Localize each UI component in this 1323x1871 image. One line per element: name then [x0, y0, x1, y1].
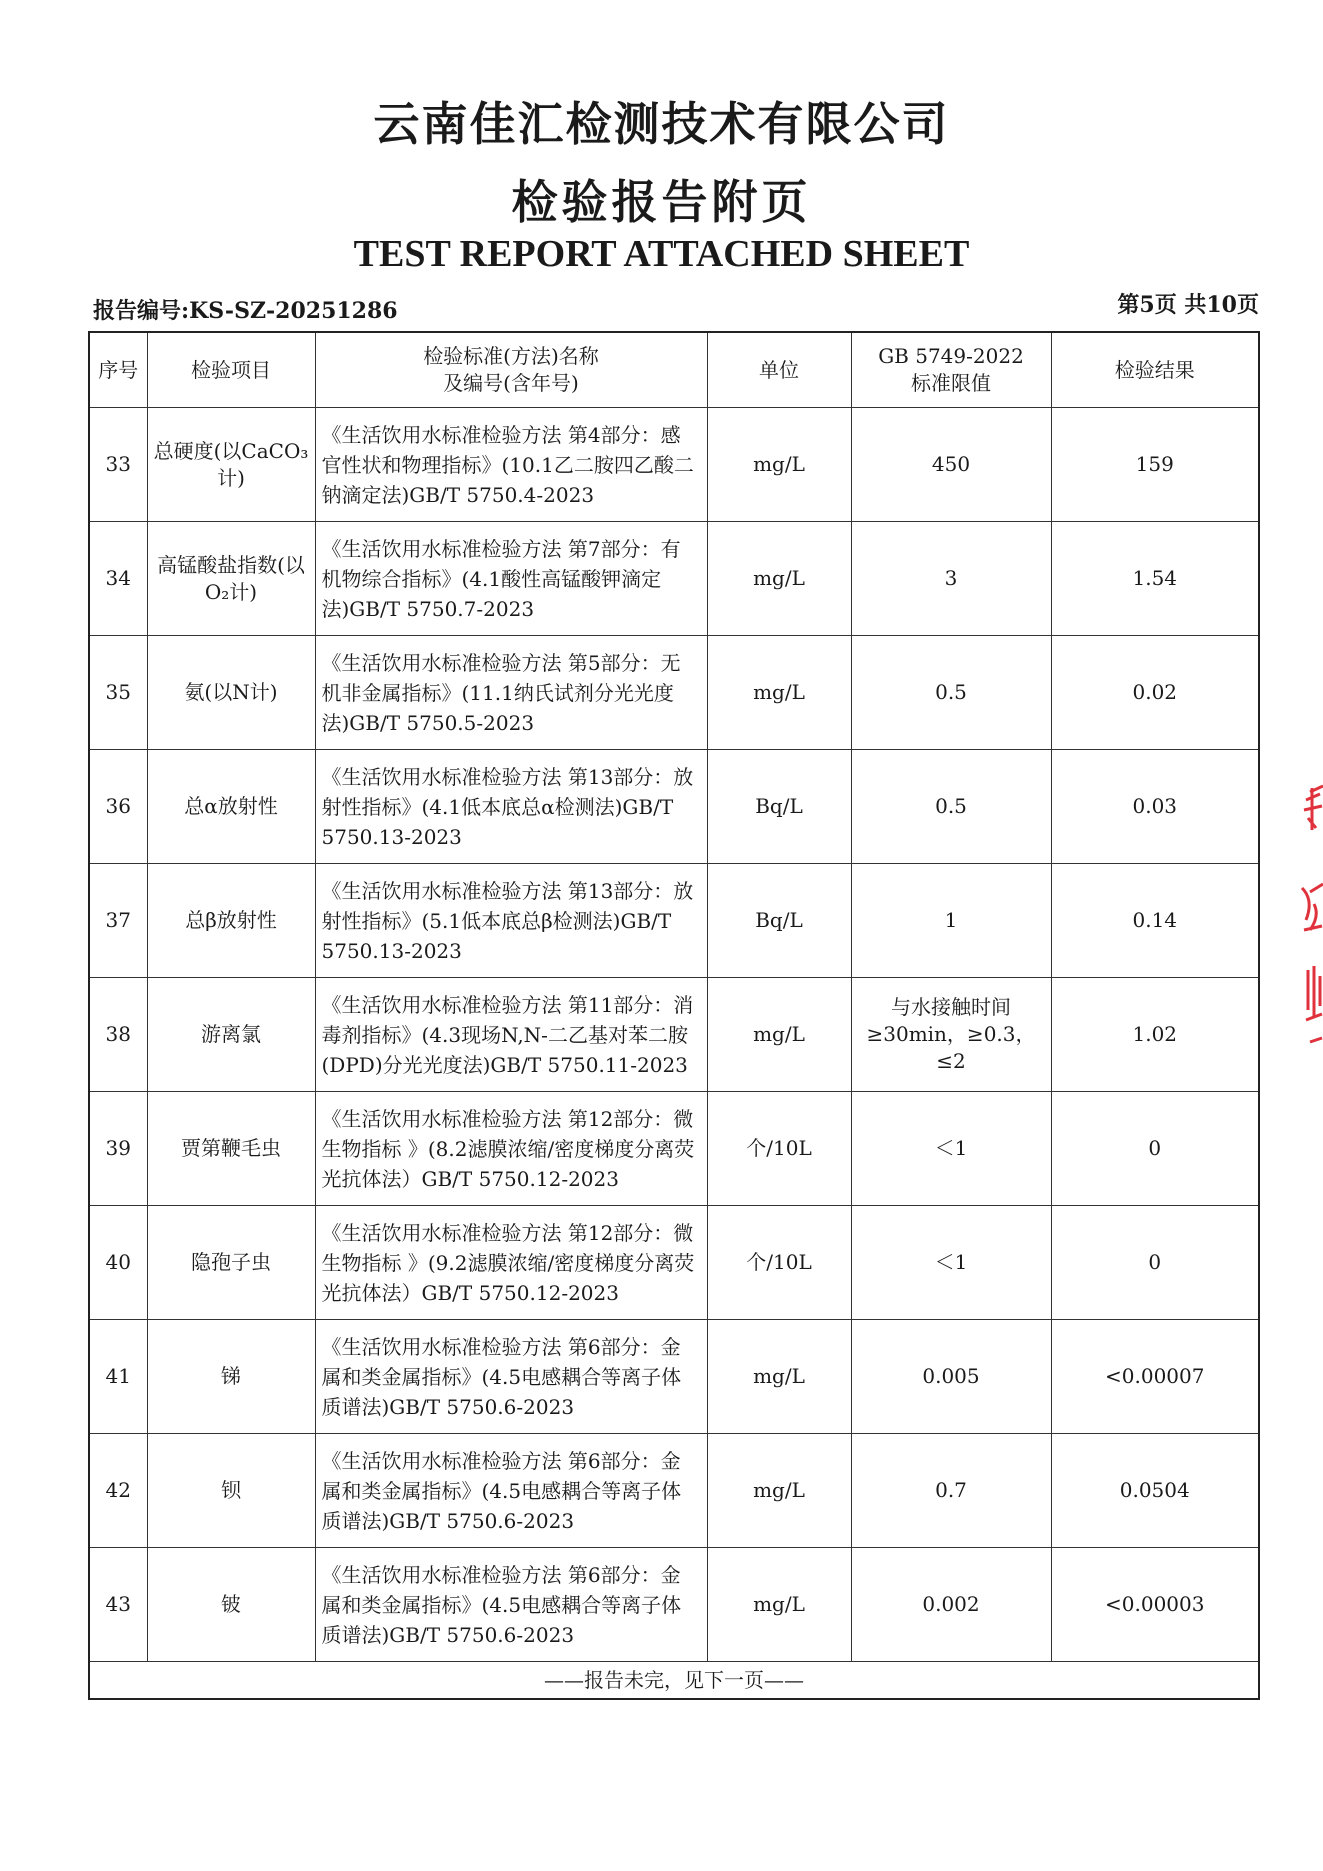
table-row — [89, 1092, 1259, 1206]
cell-limit: 0.7 — [851, 1434, 1051, 1548]
cell-seq: 34 — [89, 522, 147, 636]
cell-result: 159 — [1051, 408, 1259, 522]
cell-method: 《生活饮用水标准检验方法 第7部分：有机物综合指标》(4.1酸性高锰酸钾滴定法)GB/T 5750.7-2023 — [315, 522, 707, 636]
col-header-limit-line2: 标准限值 — [911, 371, 991, 395]
cell-method: 《生活饮用水标准检验方法 第5部分：无机非金属指标》(11.1纳氏试剂分光光度法)GB/T 5750.5-2023 — [315, 636, 707, 750]
cell-limit: 0.005 — [851, 1320, 1051, 1434]
col-header-unit: 单位 — [707, 332, 851, 408]
cell-unit: 个/10L — [707, 1092, 851, 1206]
report-subtitle: 检验报告附页 — [511, 175, 812, 229]
cell-item: 氨(以N计) — [147, 636, 315, 750]
cell-unit: mg/L — [707, 522, 851, 636]
table-row — [89, 864, 1259, 978]
report-continued-note: ——报告未完，见下一页—— — [89, 1662, 1259, 1700]
cell-method: 《生活饮用水标准检验方法 第6部分：金属和类金属指标》(4.5电感耦合等离子体质谱法)GB/T 5750.6-2023 — [315, 1548, 707, 1662]
page-info: 第5页 共10页 — [1117, 292, 1259, 318]
col-header-result: 检验结果 — [1051, 332, 1259, 408]
col-header-method-line1: 检验标准(方法)名称 — [423, 344, 599, 368]
table-header-row — [89, 332, 1259, 408]
col-header-method-line2: 及编号(含年号) — [443, 371, 579, 395]
cell-method: 《生活饮用水标准检验方法 第11部分：消毒剂指标》(4.3现场N,N-二乙基对苯二胺(DPD)分光光度法)GB/T 5750.11-2023 — [315, 978, 707, 1092]
cell-method: 《生活饮用水标准检验方法 第4部分：感官性状和物理指标》(10.1乙二胺四乙酸二钠滴定法)GB/T 5750.4-2023 — [315, 408, 707, 522]
english-title: TEST REPORT ATTACHED SHEET — [353, 233, 970, 275]
cell-result: <0.00007 — [1051, 1320, 1259, 1434]
cell-item: 高锰酸盐指数(以O₂计) — [147, 522, 315, 636]
table-row — [89, 750, 1259, 864]
cell-method: 《生活饮用水标准检验方法 第12部分：微生物指标 》(8.2滤膜浓缩/密度梯度分离荧光抗体法）GB/T 5750.12-2023 — [315, 1092, 707, 1206]
cell-result: 1.54 — [1051, 522, 1259, 636]
cell-item: 铍 — [147, 1548, 315, 1662]
cell-seq: 41 — [89, 1320, 147, 1434]
cell-item: 隐孢子虫 — [147, 1206, 315, 1320]
cell-seq: 42 — [89, 1434, 147, 1548]
table-row — [89, 1320, 1259, 1434]
cell-item: 总α放射性 — [147, 750, 315, 864]
cell-unit: mg/L — [707, 1548, 851, 1662]
cell-seq: 37 — [89, 864, 147, 978]
table-row — [89, 408, 1259, 522]
cell-unit: 个/10L — [707, 1206, 851, 1320]
cell-method: 《生活饮用水标准检验方法 第13部分：放射性指标》(5.1低本底总β检测法)GB/T 5750.13-2023 — [315, 864, 707, 978]
test-results-table — [88, 331, 1260, 1700]
cell-unit: Bq/L — [707, 864, 851, 978]
cell-seq: 33 — [89, 408, 147, 522]
cell-result: 0 — [1051, 1092, 1259, 1206]
cell-result: 0.02 — [1051, 636, 1259, 750]
cell-item: 总β放射性 — [147, 864, 315, 978]
cell-item: 贾第鞭毛虫 — [147, 1092, 315, 1206]
cell-item: 钡 — [147, 1434, 315, 1548]
cell-limit: 1 — [851, 864, 1051, 978]
table-row — [89, 636, 1259, 750]
cell-item: 总硬度(以CaCO₃计) — [147, 408, 315, 522]
cell-method: 《生活饮用水标准检验方法 第6部分：金属和类金属指标》(4.5电感耦合等离子体质谱法)GB/T 5750.6-2023 — [315, 1434, 707, 1548]
cell-item: 锑 — [147, 1320, 315, 1434]
cell-limit: ＜1 — [851, 1206, 1051, 1320]
table-row — [89, 522, 1259, 636]
table-row — [89, 1548, 1259, 1662]
seal-stamp-icon — [1296, 780, 1323, 1070]
cell-unit: mg/L — [707, 978, 851, 1092]
cell-method: 《生活饮用水标准检验方法 第12部分：微生物指标 》(9.2滤膜浓缩/密度梯度分离荧光抗体法）GB/T 5750.12-2023 — [315, 1206, 707, 1320]
col-header-seq: 序号 — [89, 332, 147, 408]
col-header-limit-line1: GB 5749-2022 — [878, 344, 1024, 368]
table-row — [89, 978, 1259, 1092]
table-row — [89, 1206, 1259, 1320]
cell-limit: ＜1 — [851, 1092, 1051, 1206]
cell-result: 0.14 — [1051, 864, 1259, 978]
col-header-method — [315, 332, 707, 408]
cell-limit: 0.002 — [851, 1548, 1051, 1662]
cell-limit: 450 — [851, 408, 1051, 522]
cell-result: 0 — [1051, 1206, 1259, 1320]
cell-result: 1.02 — [1051, 978, 1259, 1092]
report-number: 报告编号:KS-SZ-20251286 — [93, 298, 398, 324]
cell-unit: Bq/L — [707, 750, 851, 864]
cell-unit: mg/L — [707, 1434, 851, 1548]
cell-item: 游离氯 — [147, 978, 315, 1092]
cell-limit: 0.5 — [851, 750, 1051, 864]
cell-limit: 0.5 — [851, 636, 1051, 750]
cell-result: 0.0504 — [1051, 1434, 1259, 1548]
col-header-limit — [851, 332, 1051, 408]
cell-result: <0.00003 — [1051, 1548, 1259, 1662]
cell-seq: 40 — [89, 1206, 147, 1320]
cell-unit: mg/L — [707, 408, 851, 522]
company-name: 云南佳汇检测技术有限公司 — [373, 97, 950, 151]
col-header-item: 检验项目 — [147, 332, 315, 408]
table-row — [89, 1434, 1259, 1548]
cell-result: 0.03 — [1051, 750, 1259, 864]
cell-seq: 35 — [89, 636, 147, 750]
cell-seq: 36 — [89, 750, 147, 864]
cell-unit: mg/L — [707, 1320, 851, 1434]
cell-seq: 38 — [89, 978, 147, 1092]
cell-limit: 3 — [851, 522, 1051, 636]
cell-method: 《生活饮用水标准检验方法 第13部分：放射性指标》(4.1低本底总α检测法)GB/T 5750.13-2023 — [315, 750, 707, 864]
seal-stamp-partial — [1296, 780, 1323, 1070]
cell-seq: 43 — [89, 1548, 147, 1662]
cell-seq: 39 — [89, 1092, 147, 1206]
cell-method: 《生活饮用水标准检验方法 第6部分：金属和类金属指标》(4.5电感耦合等离子体质谱法)GB/T 5750.6-2023 — [315, 1320, 707, 1434]
cell-unit: mg/L — [707, 636, 851, 750]
table-footer-row — [89, 1662, 1259, 1700]
cell-limit: 与水接触时间≥30min，≥0.3，≤2 — [851, 978, 1051, 1092]
